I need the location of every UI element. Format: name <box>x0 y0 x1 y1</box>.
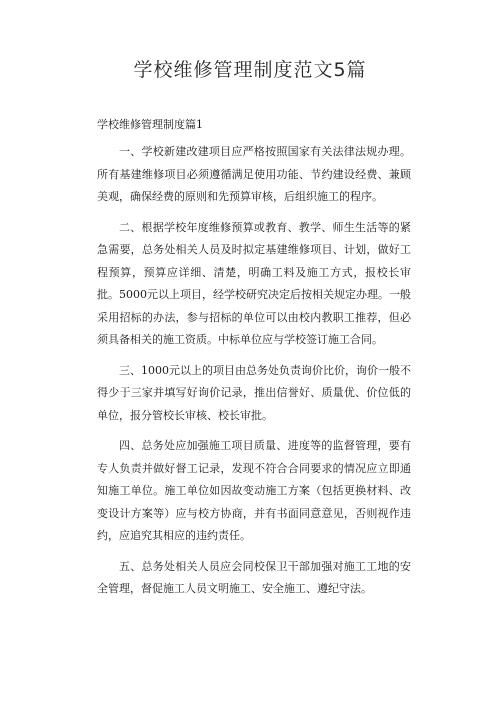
paragraph-4: 四、总务处应加强施工项目质量、进度等的监督管理，要有专人负责并做好督工记录，发现不符合合同要求的情况应立即通知施工单位。施工单位如因故变动施工方案（包括更换材料、改变设计方案等）应与校方协商，并有书面同意意见，否则视作违约，应追究其相应的违约责任。 <box>97 439 411 542</box>
paragraph-5: 五、总务处相关人员应会同校保卫干部加强对施工工地的安全管理，督促施工人员文明施工、安全施工、遵纪守法。 <box>97 559 411 595</box>
paragraph-2: 二、根据学校年度维修预算或教育、教学、师生生活等的紧急需要，总务处相关人员及时拟定基建维修项目、计划，做好工程预算，预算应详细、清楚，明确工料及施工方式，报校长审批。5000元以上项目，经学校研究决定后按相关规定办理。一般采用招标的办法，参与招标的单位可以由校内教职工推荐，但必须具备相关的施工资质。中标单位应与学校签订施工合同。 <box>97 220 411 346</box>
document-title: 学校维修管理制度范文5篇 <box>133 59 367 81</box>
paragraph-3: 三、1000元以上的项目由总务处负责询价比价，询价一般不得少于三家并填写好询价记录，推出信誉好、质量优、价位低的单位，报分管校长审核、校长审批。 <box>97 363 411 422</box>
section-subtitle: 学校维修管理制度篇1 <box>97 118 203 131</box>
paragraph-1: 一、学校新建改建项目应严格按照国家有关法律法规办理。所有基建维修项目必须遵循满足使用功能、节约建设经费、兼顾美观，确保经费的原则和先预算审核，后组织施工的程序。 <box>97 145 411 203</box>
document-body <box>97 115 411 609</box>
